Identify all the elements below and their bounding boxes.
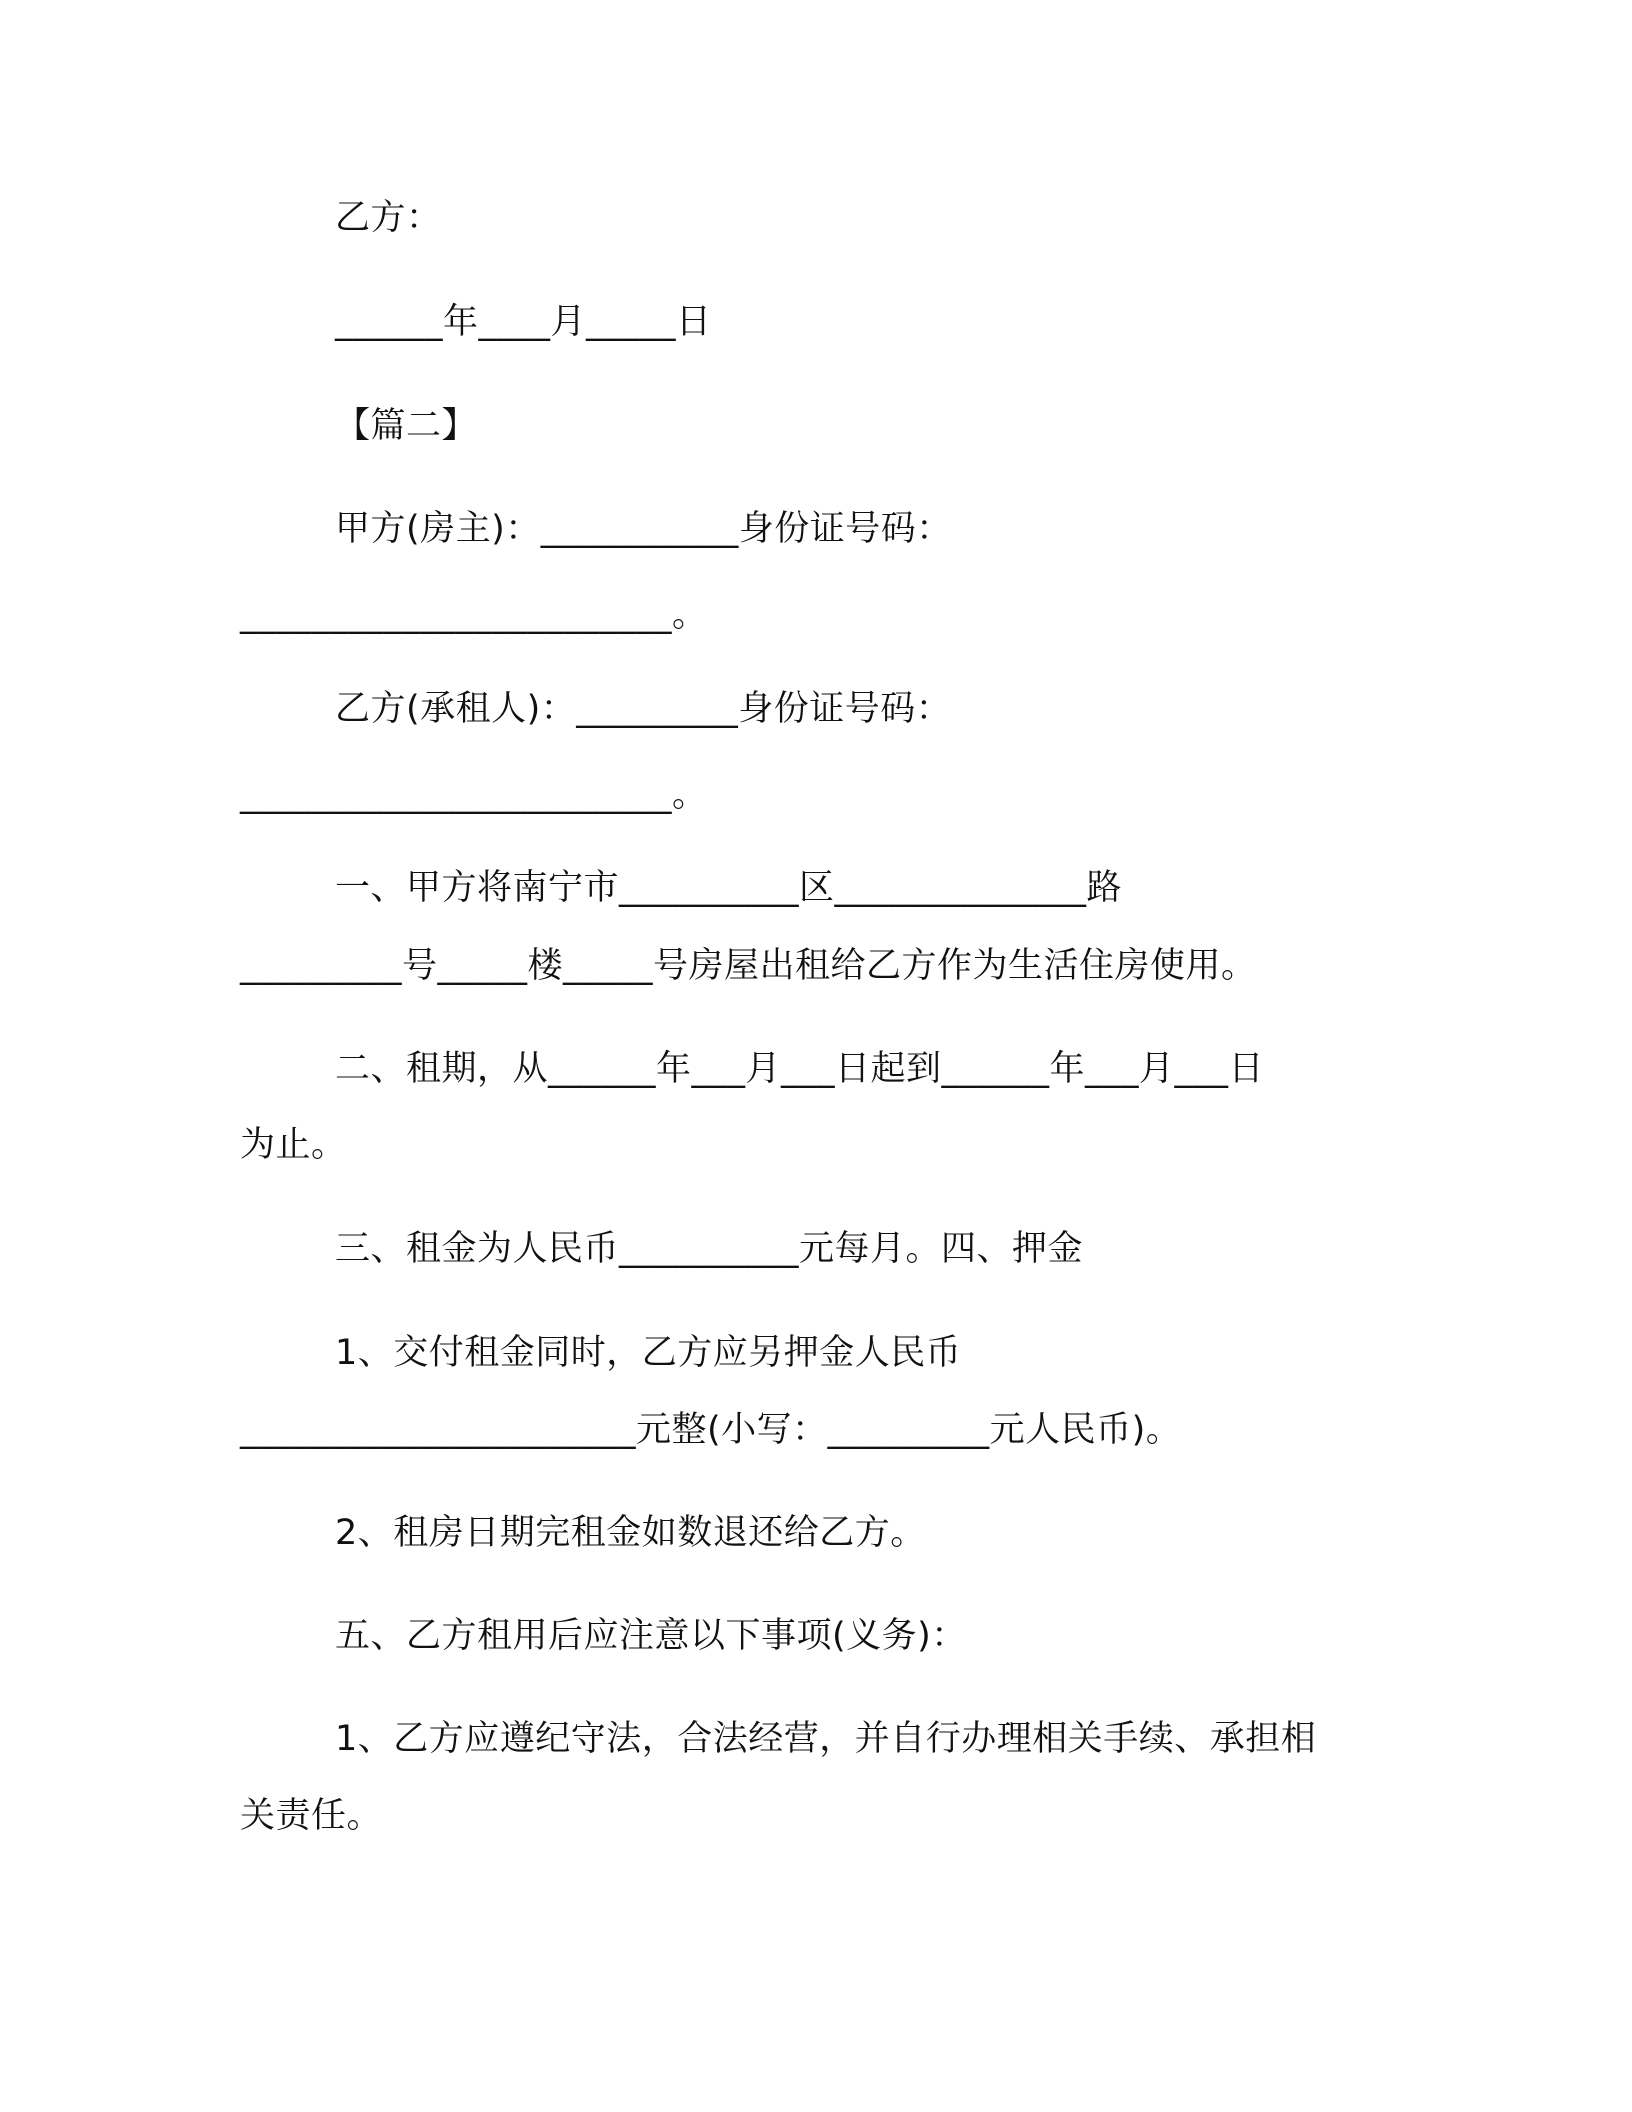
duty-1-line-2: 关责任。 <box>240 1796 383 1836</box>
clause-2-line-2: 为止。 <box>240 1125 347 1165</box>
clause-1-line-1: 一、甲方将南宁市__________区______________路 <box>335 868 1123 908</box>
clause-2-line-1: 二、租期，从______年___月___日起到______年___月___日 <box>335 1049 1265 1089</box>
clause-1-line-2: _________号_____楼_____号房屋出租给乙方作为生活住房使用。 <box>240 946 1257 986</box>
deposit-item-1-line-2: ______________________元整(小写：_________元人民币)。 <box>240 1410 1182 1450</box>
landlord-line: 甲方(房主)：___________身份证号码： <box>335 509 952 549</box>
section-heading: 【篇二】 <box>335 406 478 446</box>
clause-3-line: 三、租金为人民币__________元每月。四、押金 <box>335 1229 1084 1269</box>
tenant-line: 乙方(承租人)：_________身份证号码： <box>335 689 952 729</box>
deposit-item-2: 2、租房日期完租金如数退还给乙方。 <box>335 1513 926 1553</box>
duty-1-line-1: 1、乙方应遵纪守法，合法经营，并自行办理相关手续、承担相 <box>335 1719 1317 1759</box>
tenant-id-line: ________________________。 <box>240 775 708 815</box>
date-line: ______年____月_____日 <box>335 302 712 342</box>
party-b-label: 乙方： <box>335 198 442 238</box>
deposit-item-1-line-1: 1、交付租金同时，乙方应另押金人民币 <box>335 1333 962 1373</box>
landlord-id-line: ________________________。 <box>240 595 708 635</box>
clause-5-heading: 五、乙方租用后应注意以下事项(义务)： <box>335 1616 967 1656</box>
